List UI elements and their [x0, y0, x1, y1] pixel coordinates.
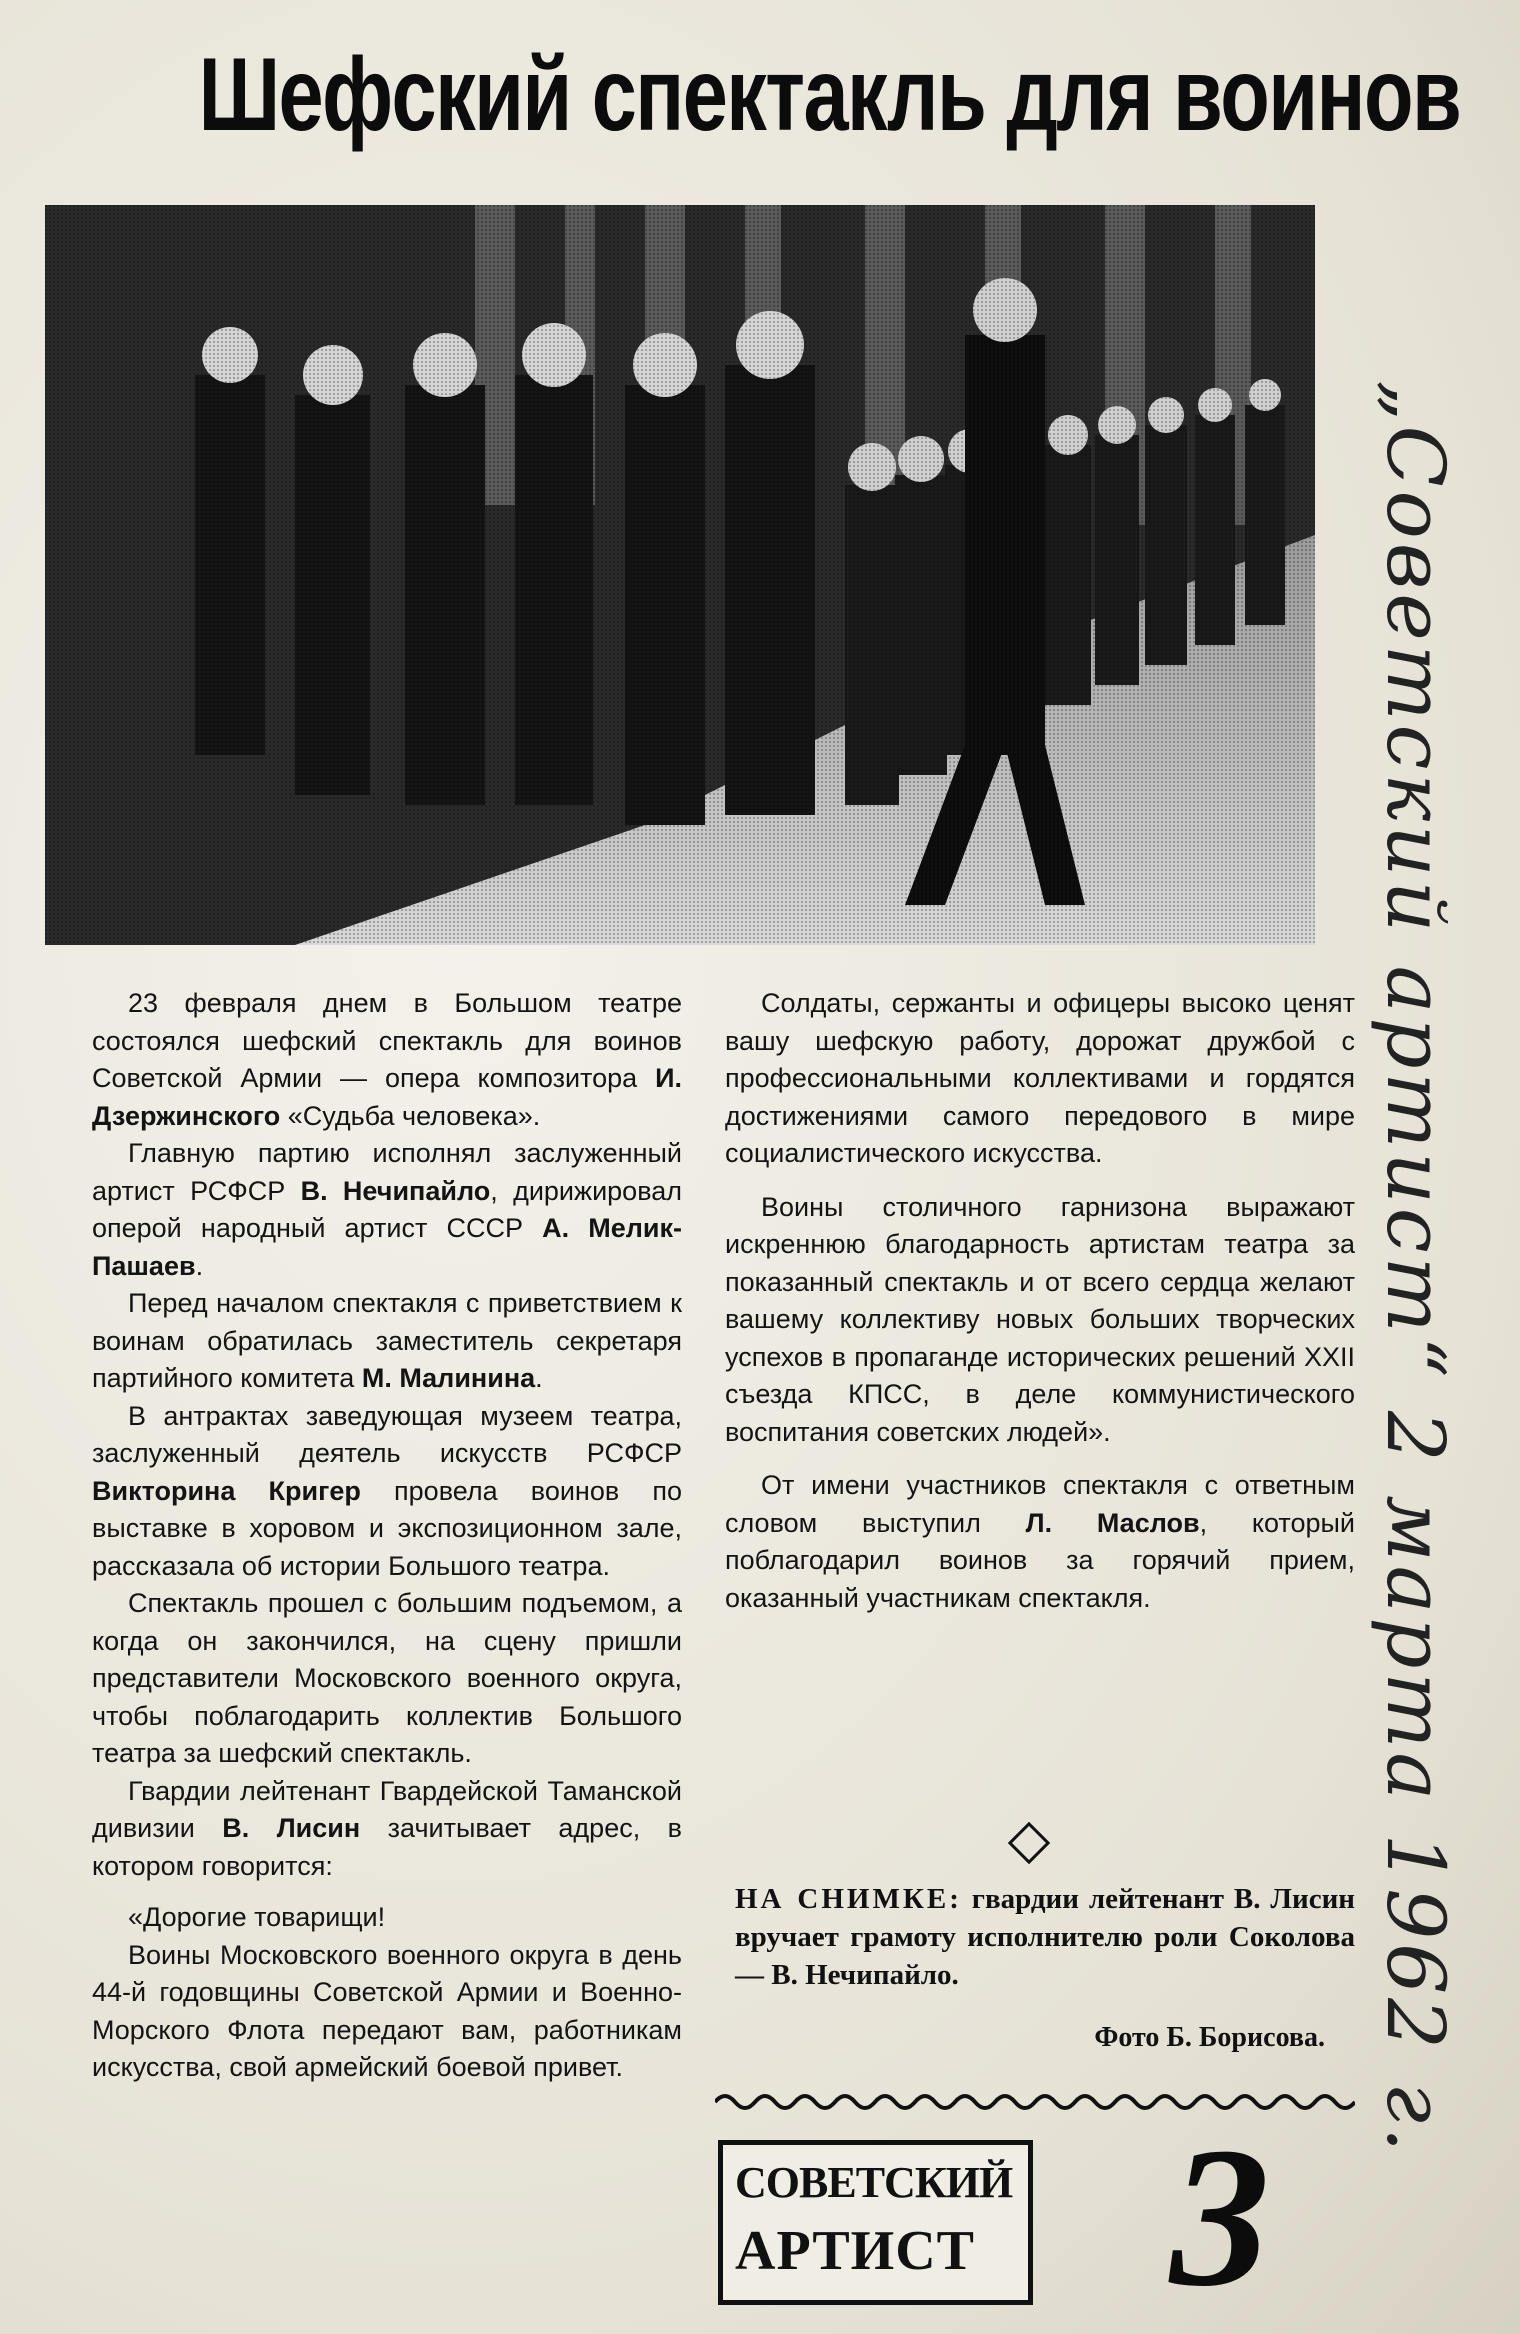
left-paragraph-1: 23 февраля днем в Большом театре состоялся шефский спектакль для воинов Советской Армии — опера композитора И. Дзержинского «Судьба человека».: [92, 988, 682, 1131]
photo-illustration: [45, 205, 1315, 945]
article-photo: [45, 205, 1315, 945]
section-divider-diamond: [1008, 1822, 1050, 1864]
left-paragraph-5: Спектакль прошел с большим подъемом, а когда он закончился, на сцену пришли представители Московского военного округа, чтобы поблагодарить коллектив Большого театра за шефский спектакль.: [92, 1588, 682, 1768]
masthead-line-2: АРТИСТ: [735, 2220, 976, 2282]
article-right-column: [725, 985, 1355, 1617]
right-paragraph-2: Воины столичного гарнизона выражают искреннюю благодарность артистам театра за показанный спектакль и от всего сердца желают вашему коллективу новых больших творческих успехов в пропаганде исторических решений XXII съезда КПСС, в деле коммунистического воспитания советских людей».: [725, 1191, 1355, 1447]
handwritten-source-note: „Советский артист“ 2 марта 1962 г.: [1369, 380, 1462, 2157]
left-paragraph-2: Главную партию исполнял заслуженный артист РСФСР В. Нечипайло, дирижировал оперой народный артист СССР А. Мелик-Пашаев.: [92, 1138, 682, 1281]
right-paragraph-3: От имени участников спектакля с ответным словом выступил Л. Маслов, который поблагодарил воинов за горячий прием, оказанный участникам спектакля.: [725, 1470, 1356, 1613]
masthead-line-1: СОВЕТСКИЙ: [735, 2158, 1013, 2207]
right-paragraph-1: Солдаты, сержанты и офицеры высоко ценят вашу шефскую работу, дорожат дружбой с профессиональными коллективами и гордятся достижениями самого передового в мире социалистического искусства.: [725, 988, 1355, 1168]
newspaper-masthead: [718, 2140, 1033, 2305]
left-paragraph-7: «Дорогие товарищи!: [128, 1902, 386, 1932]
left-paragraph-3: Перед началом спектакля с приветствием к воинам обратилась заместитель секретаря партийного комитета М. Малинина.: [92, 1288, 682, 1393]
caption-lead: НА СНИМКЕ:: [735, 1883, 962, 1915]
left-paragraph-4: В антрактах заведующая музеем театра, заслуженный деятель искусств РСФСР Викторина Кригер провела воинов по выставке в хоровом и экспозиционном зале, рассказала об истории Большого театра.: [92, 1400, 682, 1581]
left-paragraph-8: Воины Московского военного округа в день 44-й годовщины Советской Армии и Военно-Морского Флота передают вам, работникам искусства, свой армейский боевой привет.: [92, 1939, 682, 2082]
article-left-column: [92, 985, 682, 2087]
photo-credit: Фото Б. Борисова.: [1094, 2022, 1325, 2053]
photo-caption: [735, 1880, 1355, 1994]
article-headline: Шефский спектакль для воинов: [198, 37, 1461, 153]
left-paragraph-6: Гвардии лейтенант Гвардейской Таманской дивизии В. Лисин зачитывает адрес, в котором говорится:: [92, 1775, 683, 1881]
page-number: 3: [1170, 2107, 1270, 2328]
caption-text: гвардии лейтенант В. Лисин вручает грамоту исполнителю роли Соколова — В. Нечипайло.: [735, 1883, 1355, 1991]
